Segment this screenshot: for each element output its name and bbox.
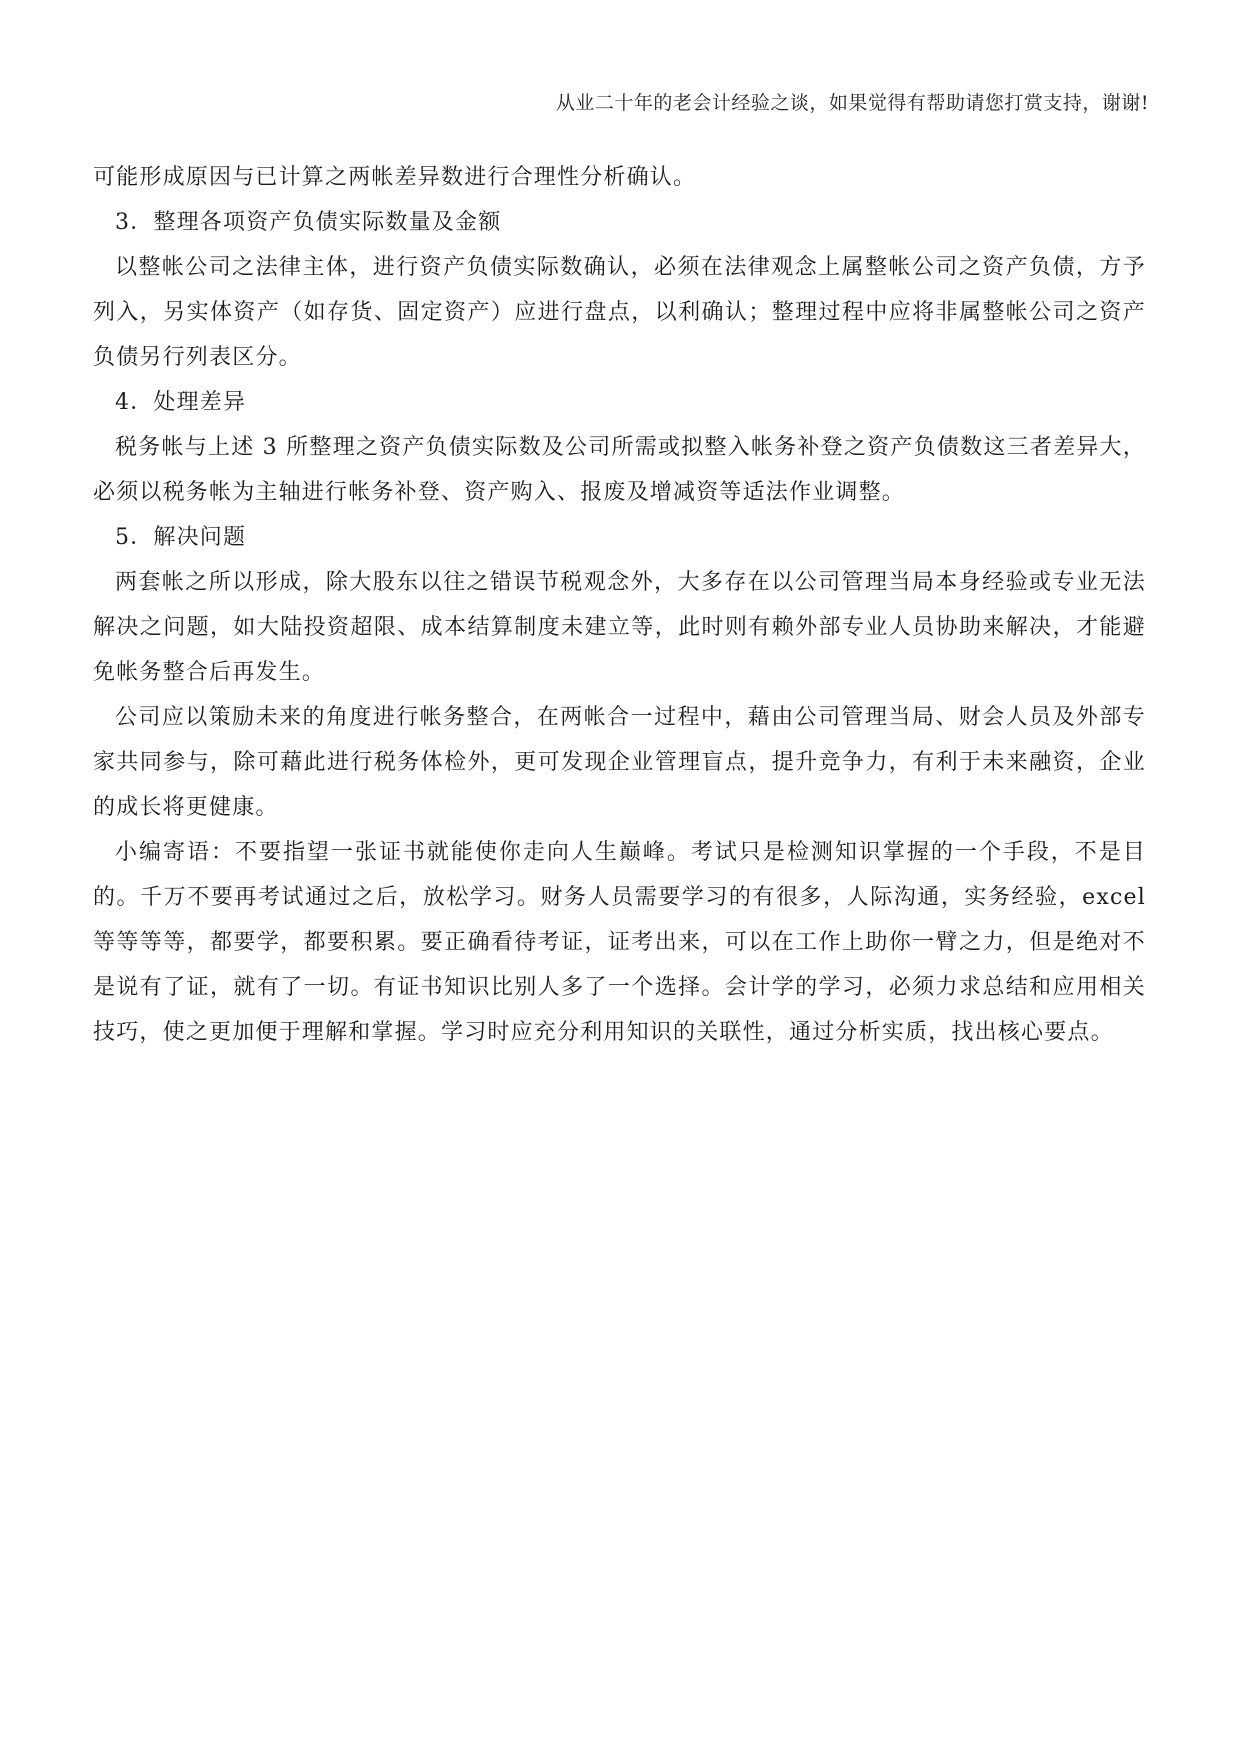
paragraph-section-4: 税务帐与上述 3 所整理之资产负债实际数及公司所需或拟整入帐务补登之资产负债数这三者差异大，必须以税务帐为主轴进行帐务补登、资产购入、报废及增减资等适法作业调整。	[93, 435, 1146, 505]
document-body	[93, 155, 1146, 1055]
section-heading-3: 3．整理各项资产负债实际数量及金额	[115, 210, 502, 235]
paragraph-section-3: 以整帐公司之法律主体，进行资产负债实际数确认，必须在法律观念上属整帐公司之资产负债，方予列入，另实体资产（如存货、固定资产）应进行盘点，以利确认；整理过程中应将非属整帐公司之资产负债另行列表区分。	[93, 255, 1146, 370]
section-heading-5: 5．解决问题	[115, 525, 247, 550]
section-heading-4: 4．处理差异	[115, 390, 247, 415]
paragraph-section-5: 两套帐之所以形成，除大股东以往之错误节税观念外，大多存在以公司管理当局本身经验或专业无法解决之问题，如大陆投资超限、成本结算制度未建立等，此时则有赖外部专业人员协助来解决，才能避免帐务整合后再发生。	[93, 570, 1146, 685]
header-note: 从业二十年的老会计经验之谈，如果觉得有帮助请您打赏支持，谢谢!	[555, 92, 1149, 114]
paragraph-editor-note: 小编寄语：不要指望一张证书就能使你走向人生巅峰。考试只是检测知识掌握的一个手段，不是目的。千万不要再考试通过之后，放松学习。财务人员需要学习的有很多，人际沟通，实务经验，excel 等等等等，都要学，都要积累。要正确看待考证，证考出来，可以在工作上助你一臂之力，但是绝对不是说有了证，就有了一切。有证书知识比别人多了一个选择。会计学的学习，必须力求总结和应用相关技巧，使之更加便于理解和掌握。学习时应充分利用知识的关联性，通过分析实质，找出核心要点。	[93, 840, 1146, 1045]
paragraph-conclusion: 公司应以策励未来的角度进行帐务整合，在两帐合一过程中，藉由公司管理当局、财会人员及外部专家共同参与，除可藉此进行税务体检外，更可发现企业管理盲点，提升竞争力，有利于未来融资，企业的成长将更健康。	[93, 705, 1146, 820]
paragraph-continuation: 可能形成原因与已计算之两帐差异数进行合理性分析确认。	[93, 165, 697, 190]
